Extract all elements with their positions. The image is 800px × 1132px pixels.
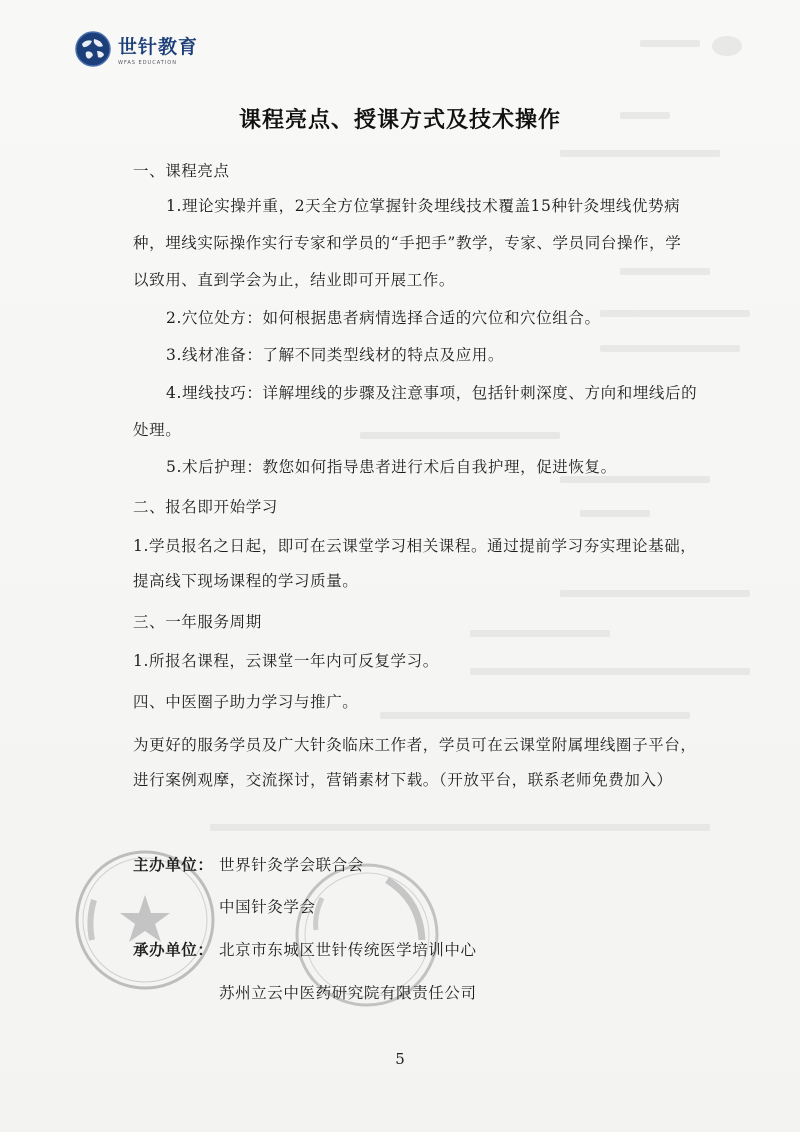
circle-text: 进行案例观摩，交流探讨，营销素材下载。（开放平台，联系老师免费加入） xyxy=(133,771,673,789)
bleed-through xyxy=(560,476,710,483)
logo xyxy=(74,30,198,68)
undertaker-organization-1: 北京市东城区世针传统医学培训中心 xyxy=(219,941,477,959)
enroll-text: 提高线下现场课程的学习质量。 xyxy=(133,572,359,590)
bleed-through xyxy=(600,345,740,352)
bleed-through xyxy=(210,824,710,831)
bleed-through xyxy=(600,310,750,317)
host-organization-2: 中国针灸学会 xyxy=(219,898,316,916)
globe-icon xyxy=(74,30,112,68)
circle-text: 为更好的服务学员及广大针灸临床工作者，学员可在云课堂附属埋线圈子平台， xyxy=(133,736,697,754)
highlight-item-2: 2.穴位处方：如何根据患者病情选择合适的穴位和穴位组合。 xyxy=(166,309,601,327)
highlight-item-1-cont: 以致用、直到学会为止，结业即可开展工作。 xyxy=(133,271,456,289)
bleed-through xyxy=(560,150,720,157)
bleed-through xyxy=(640,40,700,47)
highlight-item-4: 4.埋线技巧：详解埋线的步骤及注意事项，包括针刺深度、方向和埋线后的 xyxy=(166,384,698,402)
section-heading: 三、一年服务周期 xyxy=(133,613,262,631)
highlight-item-1-cont: 种，埋线实际操作实行专家和学员的“手把手”教学，专家、学员同台操作，学 xyxy=(133,234,682,252)
section-heading: 四、中医圈子助力学习与推广。 xyxy=(133,693,359,711)
enroll-text: 1.学员报名之日起，即可在云课堂学习相关课程。通过提前学习夯实理论基础， xyxy=(133,537,697,555)
section-heading: 二、报名即开始学习 xyxy=(133,498,278,516)
bleed-through xyxy=(470,668,750,675)
bleed-through xyxy=(560,590,750,597)
highlight-item-5: 5.术后护理：教您如何指导患者进行术后自我护理，促进恢复。 xyxy=(166,458,617,476)
host-label: 主办单位： xyxy=(133,855,214,874)
host-organization-1: 世界针灸学会联合会 xyxy=(219,856,364,874)
bleed-through xyxy=(470,630,610,637)
logo-name: 世针教育 xyxy=(118,36,199,58)
highlight-item-3: 3.线材准备：了解不同类型线材的特点及应用。 xyxy=(166,346,504,364)
highlight-item-1: 1.理论实操并重，2天全方位掌握针灸埋线技术覆盖15种针灸埋线优势病 xyxy=(166,197,681,215)
bleed-through xyxy=(712,36,742,56)
page-number: 5 xyxy=(395,1050,405,1068)
service-text: 1.所报名课程，云课堂一年内可反复学习。 xyxy=(133,652,439,670)
bleed-through xyxy=(380,712,690,719)
bleed-through xyxy=(360,432,560,439)
highlight-item-4-cont: 处理。 xyxy=(133,421,182,439)
undertaker-organization-2: 苏州立云中医药研究院有限责任公司 xyxy=(219,984,477,1002)
undertaker-label: 承办单位： xyxy=(133,940,214,959)
logo-subtitle: WFAS EDUCATION xyxy=(118,60,177,66)
document-title: 课程亮点、授课方式及技术操作 xyxy=(238,107,561,133)
bleed-through xyxy=(620,268,710,275)
section-heading: 一、课程亮点 xyxy=(133,162,230,180)
bleed-through xyxy=(580,510,650,517)
